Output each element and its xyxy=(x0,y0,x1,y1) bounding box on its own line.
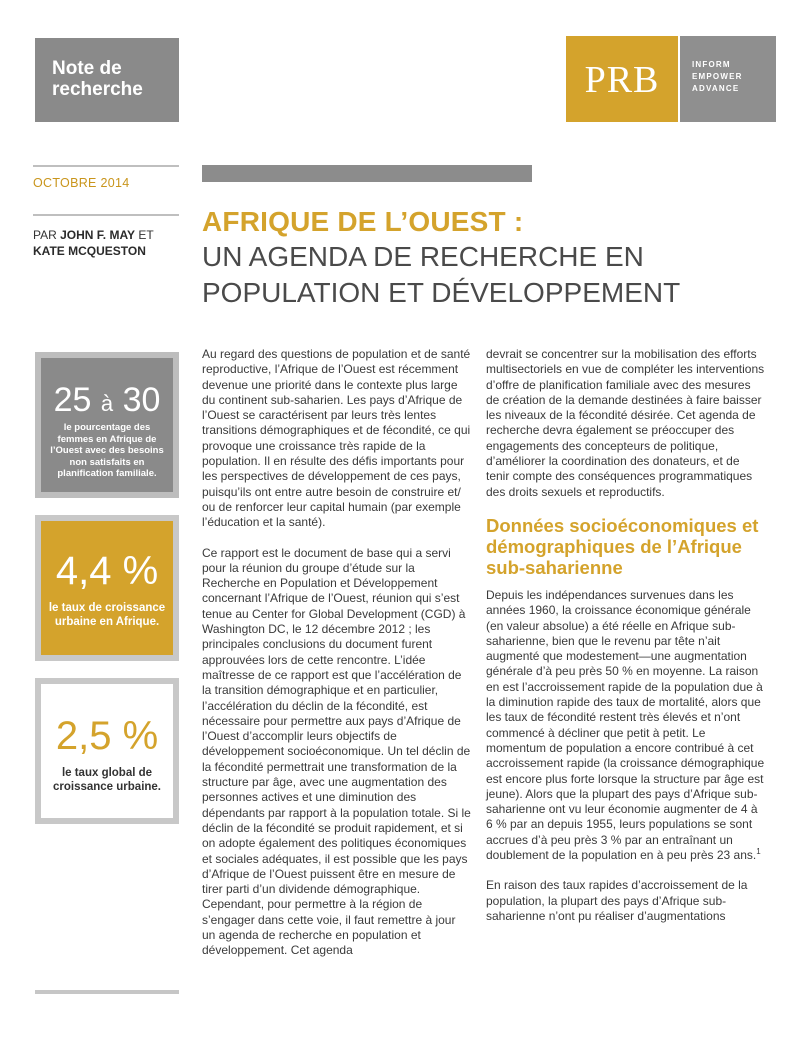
body-column-2 xyxy=(486,347,766,939)
stat-value-mid: à xyxy=(100,391,114,416)
stat-value: 4,4 % xyxy=(55,549,159,593)
prb-logo xyxy=(566,36,776,122)
footer-divider xyxy=(35,990,179,994)
footnote-ref[interactable]: 1 xyxy=(756,847,761,857)
paragraph: Au regard des questions de population et de santé reproductive, l’Afrique de l’Ouest est récemment devenue une priorité dans le contexte plus large du continent sub-saharien. Les pays d’Afrique de l’Ouest se caractérisent par leurs très lentes transitions démographiques et de fécondité, ce qui provoque une croissance très rapide de la population. Il en résulte des défis importants pour les perspectives de développement de ces pays, puisqu’ils ont entre autre besoin de construire et/ ou de renforcer leur capital humain (par exemple l’éducation et la santé). xyxy=(202,347,471,530)
paragraph xyxy=(486,588,766,863)
paragraph: En raison des taux rapides d’accroissement de la population, la plupart des pays d’Afrique sub-saharienne n’ont pu réaliser d’augmentations xyxy=(486,878,748,923)
prb-logo-taglines xyxy=(680,36,776,122)
stat-box-unmet-need xyxy=(35,352,179,498)
stat-value: 2,5 % xyxy=(55,714,159,758)
stat-caption: le pourcentage des femmes en Afrique de l’Ouest avec des besoins non satisfaits en planification familiale. xyxy=(50,422,164,479)
stat-caption: le taux de croissance urbaine en Afrique. xyxy=(48,602,166,628)
divider xyxy=(33,165,179,167)
author-join: ET xyxy=(135,228,154,242)
paragraph: Ce rapport est le document de base qui a servi pour la réunion du groupe d’étude sur la Recherche en Population et Développement concernant l’Afrique de l’Ouest, réunion qui s’est tenue au Center for Global Development (CGD) à Washington DC, le 12 décembre 2012 ; les principales conclusions du document furent approuvées lors de cette rencontre. L’idée maîtresse de ce rapport est que l’accélération de la transition démographique et en particulier, l’accélération du déclin de la fécondité, est nécessaire pour permettre aux pays d’Afrique de l’Ouest d’accomplir leurs objectifs de développement socioéconomique. Un tel déclin de la fécondité permettrait une transformation de la structure par âge, avec une augmentation des personnes actives et une diminution des dépendants par rapport à la population totale. Si le déclin de la fécondité se produit rapidement, et si on adopte également des politiques économiques et sociales adéquates, il est possible que les pays d’Afrique de l’Ouest puissent être en mesure de tirer parti d’un dividende démographique. Cependant, pour permettre à la région de s’engager dans cette voie, il faut remettre à jour un agenda de recherche en population et développement. Cet agenda xyxy=(202,545,471,958)
divider xyxy=(33,214,179,216)
page-title xyxy=(202,205,762,311)
body-column-1 xyxy=(202,347,472,974)
stat-box-global-urban-growth xyxy=(35,678,179,824)
tagline-inform: INFORM xyxy=(692,60,731,69)
title-bar xyxy=(202,165,532,182)
stat-caption: le taux global de croissance urbaine. xyxy=(52,767,162,793)
author-prefix: PAR xyxy=(33,228,61,242)
section-heading: Données socioéconomiques et démographiques de l’Afrique sub-saharienne xyxy=(486,514,759,578)
authors xyxy=(33,227,178,259)
prb-logo-text: PRB xyxy=(584,59,660,101)
title-line-1: AFRIQUE DE L’OUEST : xyxy=(202,206,524,237)
title-line-2: UN AGENDA DE RECHERCHE EN xyxy=(202,241,644,272)
publication-date: OCTOBRE 2014 xyxy=(33,176,130,190)
tagline-empower: EMPOWER xyxy=(692,72,743,81)
stat-box-africa-urban-growth xyxy=(35,515,179,661)
stat-value-a: 25 xyxy=(53,381,92,419)
paragraph-text: Depuis les indépendances survenues dans les années 1960, la croissance économique générale (en valeur absolue) a été réelle en Afrique sub-saharienne, bien que le revenu par tête n’ait augmenté que modestement—une augmentation générale d’à peu près 50 % en moyenne. La raison en est l’accroissement rapide de la population due à la diminution rapide des taux de mortalité, alors que les taux de fécondité restent très élevés et n’ont commencé à décliner que petit à petit. Le momentum de population a encore contribué à cet accroissement rapide (la croissance démographique est encore plus forte lorsque la structure par âge est jeune). Alors que la plupart des pays d’Afrique sub-saharienne ont vu leur économie augmenter de 4 à 6 % par an depuis 1955, leurs populations se sont accrues d’à peu près 3 % par an entraînant un doublement de la population en à peu près 23 ans. xyxy=(486,587,765,863)
stat-value xyxy=(41,378,173,426)
document-type-badge xyxy=(35,38,179,122)
title-line-3: POPULATION ET DÉVELOPPEMENT xyxy=(202,277,681,308)
stat-value-b: 30 xyxy=(122,381,161,419)
prb-logo-mark xyxy=(566,36,678,122)
author-name: KATE MCQUESTON xyxy=(33,244,146,258)
paragraph: devrait se concentrer sur la mobilisation des efforts multisectoriels en vue de compléter les interventions d’offre de planification familiale avec des mesures de création de la demande destinées à faire baisser les niveaux de la fécondité désirée. Cet agenda de recherche devra également se préoccuper des engagements des concepteurs de politique, d’améliorer la coordination des donateurs, et de tenir compte des conséquences programmatiques des droits sexuels et reproductifs. xyxy=(486,347,765,499)
document-type-label: Note de recherche xyxy=(52,58,143,100)
tagline-advance: ADVANCE xyxy=(692,84,740,93)
author-name: JOHN F. MAY xyxy=(60,228,136,242)
